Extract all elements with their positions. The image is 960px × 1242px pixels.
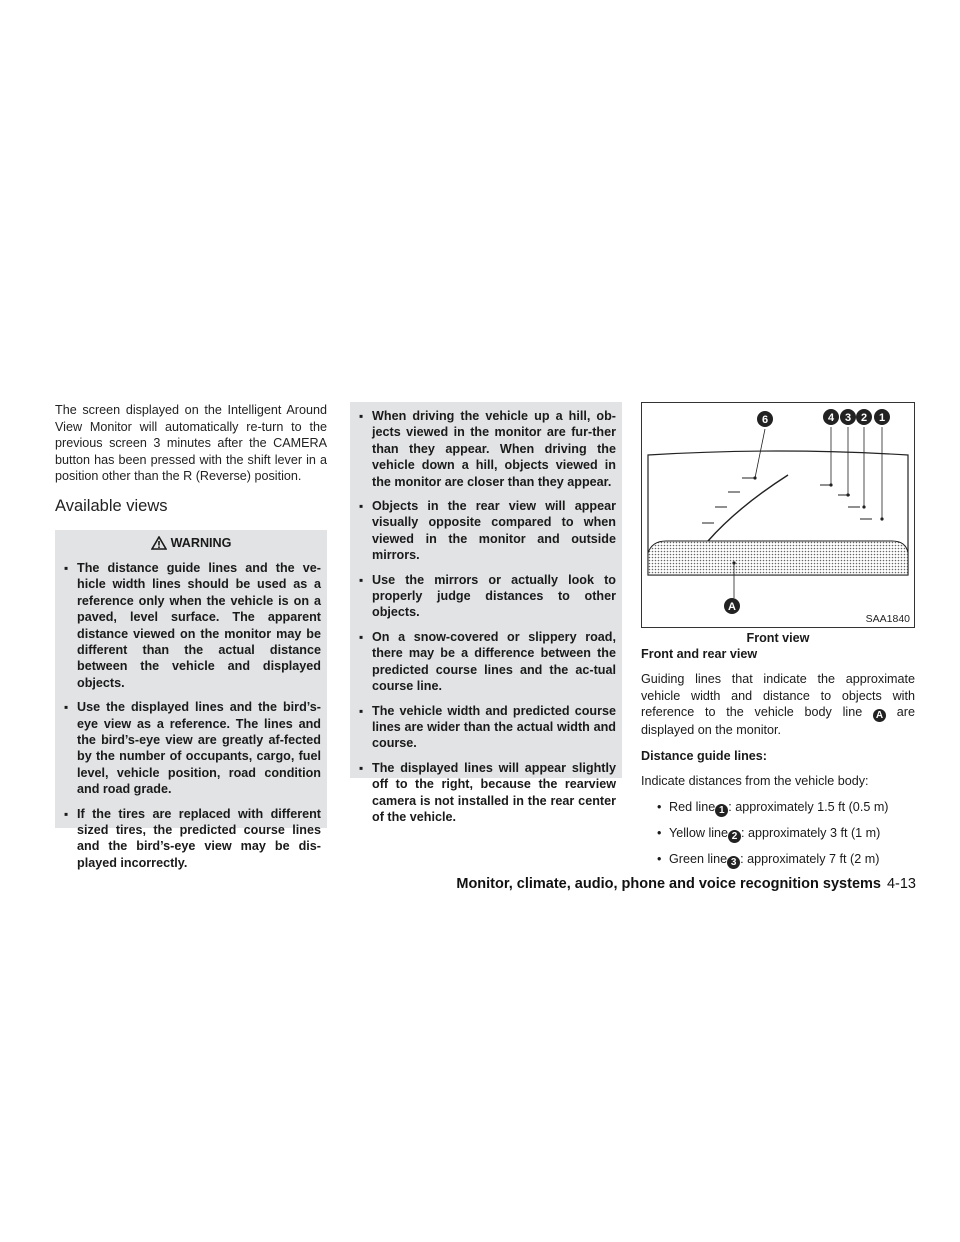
warning-list-middle	[356, 408, 616, 825]
svg-text:6: 6	[761, 414, 769, 426]
callout-3	[840, 409, 856, 425]
warning-item: ▪ On a snow-covered or slippery road, there may be a difference between the predicted course lines and the ac-tual course line.	[356, 629, 616, 695]
warning-box	[55, 530, 327, 870]
warning-box-continued	[350, 402, 622, 824]
warning-item: ▪ Use the mirrors or actually look to properly judge distances to other objects.	[356, 572, 616, 621]
front-rear-heading: Front and rear view	[641, 647, 758, 661]
distance-guide-heading: Distance guide lines:	[641, 748, 767, 763]
callout-a	[724, 598, 740, 614]
list-item: • Green line 3 : approximately 7 ft (2 m)	[657, 851, 915, 869]
number-2-icon: 2	[728, 830, 741, 843]
section-title: Available views	[55, 496, 168, 515]
list-item: • Yellow line 2 : approximately 3 ft (1 m)	[657, 825, 915, 843]
svg-text:1: 1	[878, 412, 886, 424]
callout-2	[856, 409, 872, 425]
distance-intro: Indicate distances from the vehicle body:	[641, 773, 869, 788]
list-item: • Red line 1 : approximately 1.5 ft (0.5 m)	[657, 799, 915, 817]
warning-item: ▪ Use the displayed lines and the bird’s-eye view as a reference. The lines and the bird’s-eye view are greatly af-fected by the number of occupants, cargo, fuel level, vehicle position, road condition and road grade.	[61, 699, 321, 797]
vehicle-body-area	[648, 541, 908, 575]
column-middle	[350, 402, 622, 824]
warning-item: ▪ The vehicle width and predicted course lines are wider than the actual width and course.	[356, 703, 616, 752]
warning-item: ▪ The distance guide lines and the ve-hicle width lines should be used as a reference only when the vehicle is on a paved, level surface. The apparent distance viewed on the monitor may be different than the actual distance between the vehicle and displayed objects.	[61, 560, 321, 691]
warning-label: WARNING	[170, 535, 232, 550]
warning-icon	[151, 536, 167, 550]
svg-text:A: A	[728, 601, 736, 613]
intro-paragraph: The screen displayed on the Intelligent Around View Monitor will automatically re-turn to the previous screen 3 minutes after the CAMERA button has been pressed with the shift lever in a position other than the R (Reverse) position.	[55, 403, 327, 484]
callout-4	[823, 409, 839, 425]
marker-a-icon: A	[873, 709, 886, 722]
callout-6	[757, 411, 773, 427]
front-view-diagram	[641, 402, 915, 628]
figure-caption: Front view	[746, 631, 810, 645]
figure-code: SAA1840	[865, 613, 910, 625]
footer-title: Monitor, climate, audio, phone and voice recognition systems	[456, 876, 881, 892]
svg-text:3: 3	[844, 412, 852, 424]
number-3-icon: 3	[727, 856, 740, 869]
diagram-svg	[642, 403, 914, 627]
warning-header	[61, 536, 321, 550]
warning-item: ▪ When driving the vehicle up a hill, ob-jects viewed in the monitor are fur-ther than they appear. When driving the vehicle down a hill, objects viewed in the monitor are closer than they appear.	[356, 408, 616, 490]
column-right	[641, 402, 915, 877]
page-footer	[456, 876, 916, 892]
warning-item: ▪ If the tires are replaced with different sized tires, the predicted course lines and the bird’s-eye view may be dis-played incorrectly.	[61, 806, 321, 872]
svg-text:4: 4	[827, 412, 835, 424]
callout-1	[874, 409, 890, 425]
guiding-lines-paragraph: Guiding lines that indicate the approximate vehicle width and distance to objects with reference to the vehicle body line A are displayed on the monitor.	[641, 672, 915, 738]
warning-item: ▪ Objects in the rear view will appear visually opposite compared to when viewed in the monitor and outside mirrors.	[356, 498, 616, 564]
svg-text:2: 2	[860, 412, 868, 424]
warning-item: ▪ The displayed lines will appear slightly off to the right, because the rearview camera is not installed in the rear center of the vehicle.	[356, 760, 616, 826]
page-number: 4-13	[886, 876, 916, 892]
warning-list-left	[61, 560, 321, 871]
number-1-icon: 1	[715, 804, 728, 817]
distance-line-list	[641, 799, 915, 869]
column-left	[55, 402, 327, 870]
